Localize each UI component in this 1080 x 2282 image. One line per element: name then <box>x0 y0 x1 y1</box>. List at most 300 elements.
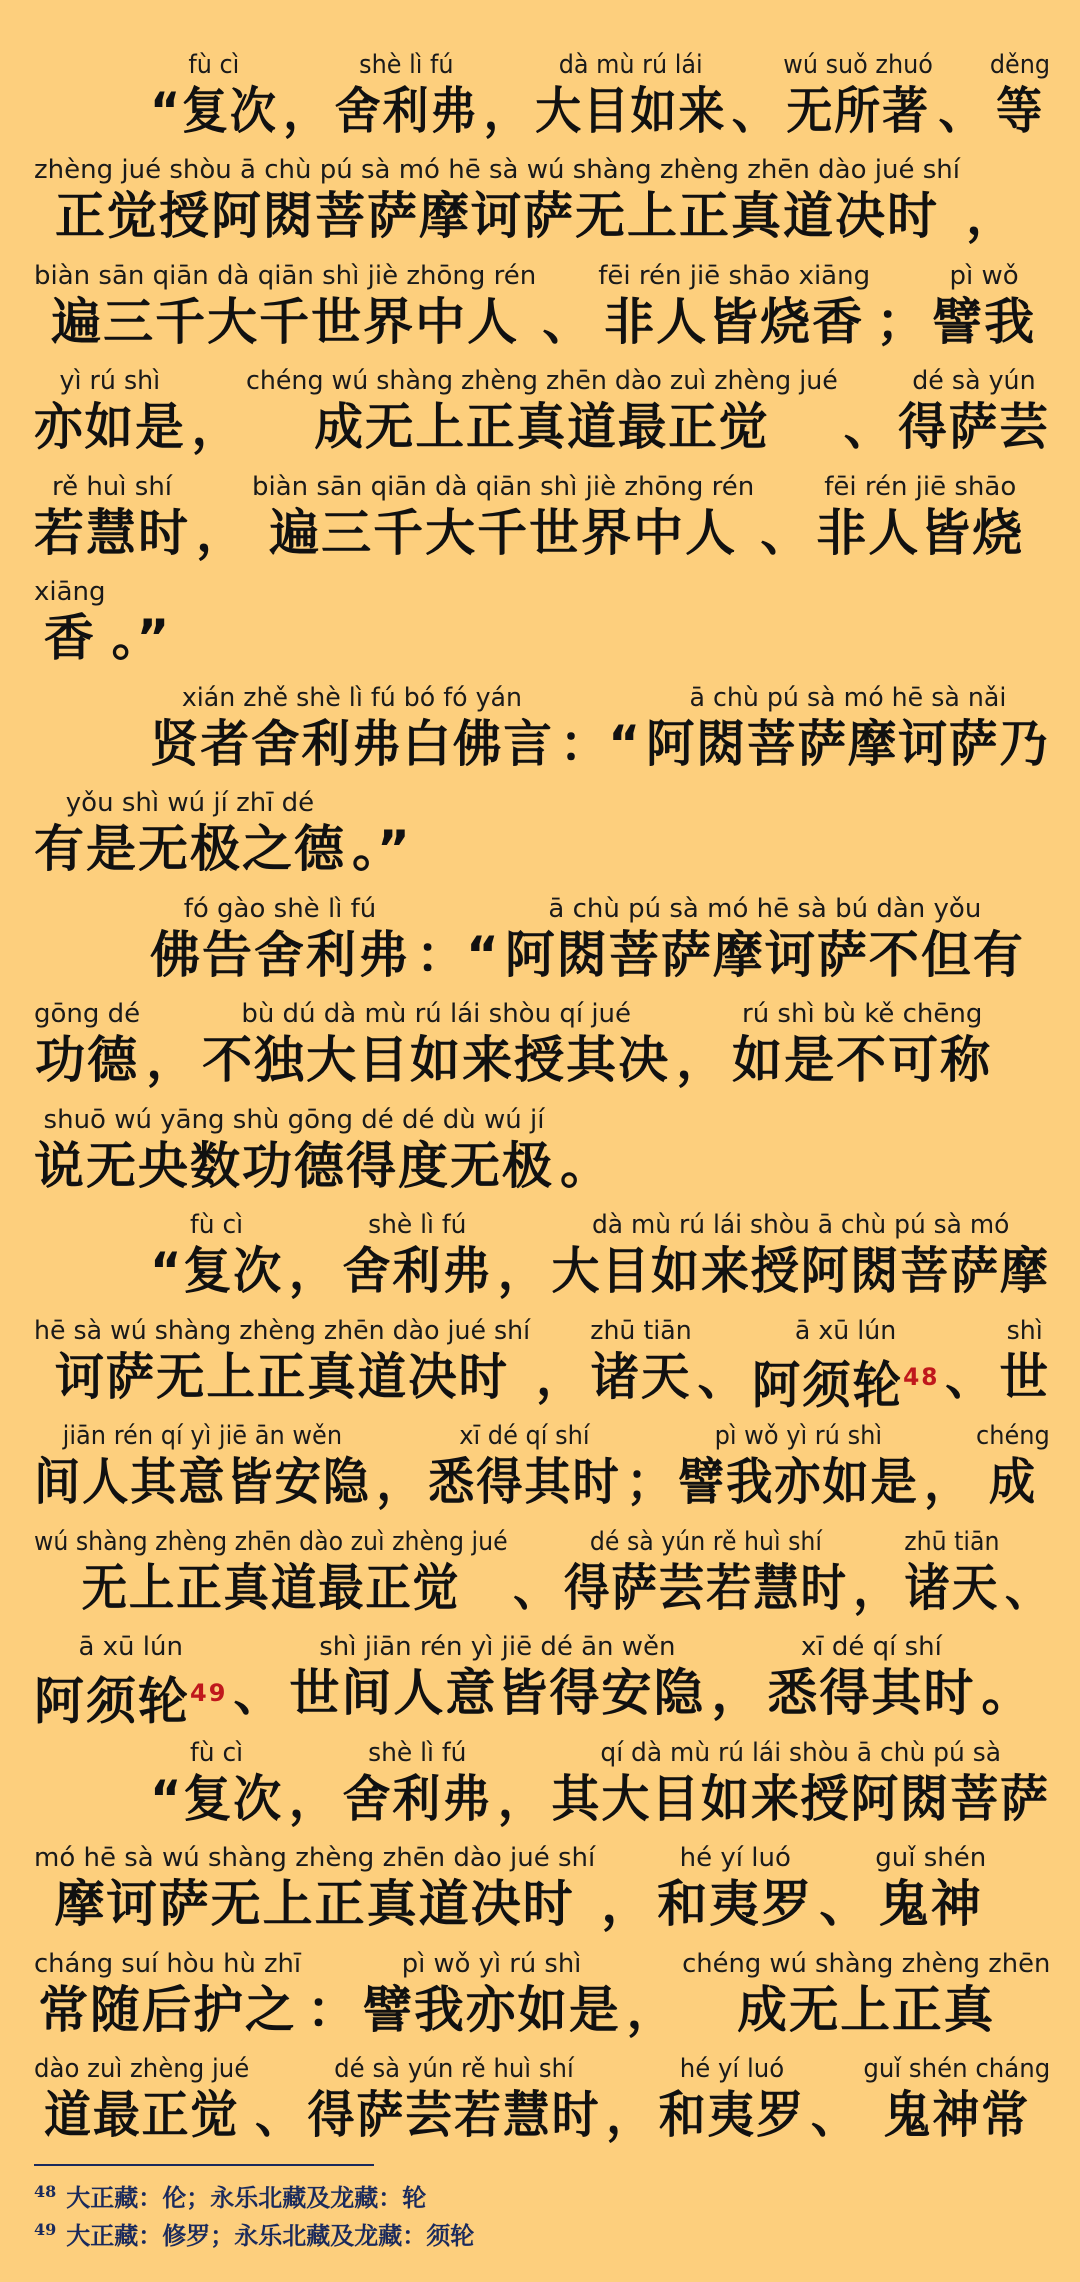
hanzi <box>732 80 778 142</box>
hanzi <box>150 1768 283 1830</box>
punctuation <box>307 1949 357 2041</box>
hanzi-text: ：“ <box>416 925 499 984</box>
word-group <box>363 1949 621 2041</box>
word-group <box>34 1527 508 1619</box>
hanzi <box>269 502 737 564</box>
hanzi <box>966 185 1016 247</box>
hanzi-text: ， <box>497 1769 546 1828</box>
word-group <box>202 999 670 1091</box>
word-group <box>551 1210 1049 1302</box>
hanzi-text: 无所著 <box>786 81 930 140</box>
scripture-page <box>34 36 1050 2146</box>
hanzi-text: 得萨芸若慧时 <box>307 2086 601 2144</box>
word-group <box>535 50 726 142</box>
footnote-48 <box>34 2178 426 2213</box>
hanzi-text: 遍三千大千世界中人 <box>269 503 738 562</box>
text-line <box>34 1935 1051 2041</box>
pinyin: shè lì fú <box>368 1737 467 1768</box>
hanzi-text: ， <box>376 1453 423 1511</box>
word-group <box>659 2054 805 2146</box>
pinyin: pì wǒ yì rú shì <box>401 1948 582 1979</box>
hanzi <box>606 2084 653 2146</box>
hanzi <box>853 1557 898 1619</box>
pinyin: chéng wú shàng zhèng zhēn <box>682 1948 1051 1979</box>
punctuation <box>1005 1527 1050 1619</box>
hanzi-text: 大目如来授阿閦菩萨摩 <box>551 1242 1050 1300</box>
hanzi-text: 得萨芸若慧时 <box>564 1558 848 1617</box>
hanzi-text: 舍利弗 <box>342 1242 493 1300</box>
text-line <box>34 1302 1050 1415</box>
pinyin: dé sà yún rě huì shí <box>589 1526 823 1557</box>
word-group <box>34 261 536 353</box>
punctuation <box>560 683 640 775</box>
punctuation <box>233 1632 283 1724</box>
hanzi-text: 亦如是 <box>34 398 186 456</box>
pinyin: shè lì fú <box>368 1210 467 1240</box>
hanzi-text: 成无上正真道最正觉 <box>314 398 770 456</box>
pinyin: biàn sān qiān dà qiān shì jiè zhōng rén <box>252 471 755 502</box>
punctuation <box>352 788 410 880</box>
word-group <box>34 1632 228 1731</box>
hanzi <box>646 713 1050 775</box>
punctuation <box>924 1421 970 1513</box>
punctuation <box>196 472 246 564</box>
text-line <box>39 1197 1050 1303</box>
text-line <box>39 1724 1050 1830</box>
punctuation <box>938 50 984 142</box>
pinyin: rú shì bù kě chēng <box>742 999 983 1029</box>
word-group <box>898 366 1050 458</box>
hanzi <box>786 80 929 142</box>
text-line <box>37 669 1050 775</box>
word-group <box>252 472 754 564</box>
hanzi-text: ， <box>288 1769 337 1828</box>
footnote-number: 48 <box>34 2182 57 2201</box>
text-line <box>34 1830 1050 1936</box>
pinyin: guǐ shén <box>875 1843 987 1873</box>
punctuation <box>484 50 530 142</box>
word-group <box>678 1421 919 1513</box>
hanzi-text: 间人其意皆安隐 <box>34 1453 371 1511</box>
hanzi-text: 非人皆烧 <box>816 503 1025 562</box>
hanzi <box>932 291 1036 353</box>
hanzi <box>34 1451 371 1513</box>
punctuation <box>536 1316 584 1408</box>
punctuation <box>844 366 893 458</box>
hanzi-text: 香 <box>43 609 96 667</box>
pinyin: jiān rén qí yì jiē ān wěn <box>62 1421 343 1451</box>
hanzi <box>905 1557 1000 1619</box>
pinyin: mó hē sà wú shàng zhèng zhēn dào jué shí <box>34 1843 596 1873</box>
hanzi <box>551 1240 1049 1302</box>
hanzi-text: “复次 <box>150 1242 284 1300</box>
hanzi-text: “复次 <box>150 81 278 140</box>
punctuation <box>876 261 926 353</box>
hanzi <box>289 1240 337 1302</box>
hanzi <box>767 1662 975 1724</box>
word-group <box>682 1949 1050 2041</box>
hanzi <box>112 607 170 669</box>
hanzi <box>34 502 190 564</box>
pinyin: fēi rén jiē shāo xiāng <box>598 260 871 291</box>
pinyin: hé yí luó <box>679 1843 791 1873</box>
hanzi-text: ； <box>876 292 927 351</box>
text-line <box>34 775 1050 881</box>
hanzi-text: 道最正觉 <box>43 2086 240 2144</box>
word-group <box>999 1316 1049 1408</box>
pinyin: chéng wú shàng zhèng zhēn dào zuì zhèng jué <box>245 366 838 396</box>
footnote-text: 大正藏：修罗；永乐北藏及龙藏：须轮 <box>66 2221 475 2250</box>
pinyin: dà mù rú lái shòu ā chù pú sà mó <box>591 1210 1010 1240</box>
hanzi-text: 、 <box>760 503 811 562</box>
punctuation <box>945 1316 993 1408</box>
pinyin: hē sà wú shàng zhèng zhēn dào jué shí <box>34 1315 531 1346</box>
hanzi-text: 。 <box>560 1136 610 1195</box>
hanzi <box>542 291 592 353</box>
punctuation <box>732 50 778 142</box>
hanzi-text: 阿閦菩萨摩诃萨不但有 <box>504 925 1025 984</box>
hanzi <box>343 1768 493 1830</box>
hanzi <box>657 1873 813 1935</box>
word-group <box>863 2054 1050 2146</box>
pinyin: xī dé qí shí <box>800 1632 942 1662</box>
hanzi-text: ， <box>601 1875 652 1933</box>
text-line <box>34 353 1050 459</box>
hanzi <box>202 1029 670 1091</box>
word-group <box>590 1316 692 1408</box>
hanzi-text: ， <box>196 503 246 562</box>
hanzi <box>698 1346 746 1408</box>
word-group <box>816 472 1024 564</box>
hanzi <box>884 2084 1030 2146</box>
word-group <box>150 1738 283 1830</box>
pinyin: wú shàng zhèng zhēn dào zuì zhèng jué <box>34 1526 508 1557</box>
hanzi-text: 舍利弗 <box>334 81 479 140</box>
hanzi-text: 和夷罗 <box>657 1875 814 1933</box>
hanzi <box>626 1451 672 1513</box>
hanzi <box>844 396 893 458</box>
word-group <box>34 1105 554 1197</box>
hanzi-text: 。” <box>352 820 410 878</box>
word-group <box>34 472 190 564</box>
pinyin: fù cì <box>189 1737 244 1768</box>
pinyin: pì wǒ <box>949 260 1019 291</box>
pinyin: zhū tiān <box>904 1526 1000 1557</box>
hanzi-text: 若慧时 <box>34 503 190 562</box>
pinyin: xī dé qí shí <box>459 1421 590 1451</box>
punctuation <box>711 1632 761 1724</box>
hanzi-text: “复次 <box>150 1769 284 1828</box>
hanzi <box>560 1135 610 1197</box>
hanzi-text: 、 <box>938 81 985 140</box>
hanzi-text: 和夷罗 <box>658 2086 806 2144</box>
word-group <box>34 1843 595 1935</box>
punctuation <box>819 1843 869 1935</box>
hanzi-text: 说无央数功德得度无极 <box>34 1136 554 1195</box>
hanzi <box>816 502 1024 564</box>
pinyin: xiāng <box>34 577 106 607</box>
hanzi <box>1005 1557 1050 1619</box>
punctuation <box>853 1527 898 1619</box>
word-group <box>335 50 478 142</box>
word-group <box>990 50 1050 142</box>
punctuation <box>760 472 810 564</box>
word-group <box>34 2054 249 2146</box>
hanzi-text: 、 <box>945 1347 994 1406</box>
word-group <box>976 1421 1050 1513</box>
hanzi <box>604 291 864 353</box>
hanzi-text: 悉得其时 <box>428 1453 621 1511</box>
hanzi-text: 、 <box>819 1875 870 1933</box>
hanzi <box>82 1557 460 1619</box>
hanzi <box>428 1451 620 1513</box>
word-group <box>904 1527 999 1619</box>
hanzi-text: 大目如来 <box>535 81 727 140</box>
hanzi-text: 成无上正真 <box>737 1980 996 2039</box>
pinyin: guǐ shén cháng <box>863 2054 1051 2084</box>
hanzi <box>150 80 278 142</box>
pinyin: chéng <box>975 1421 1050 1451</box>
pinyin: wú suǒ zhuó <box>783 49 933 80</box>
hanzi-text: ， <box>497 1242 546 1300</box>
word-group <box>34 366 186 458</box>
word-group <box>289 1632 705 1724</box>
hanzi-text: 鬼神常 <box>883 2086 1031 2144</box>
hanzi <box>505 924 1025 986</box>
hanzi <box>498 1240 546 1302</box>
hanzi-text: 遍三千大千世界中人 <box>51 292 520 351</box>
hanzi <box>560 713 640 775</box>
pinyin: gōng dé <box>34 999 141 1029</box>
hanzi-text: 无上正真道最正觉 <box>81 1558 461 1617</box>
hanzi <box>314 396 769 458</box>
hanzi-text: 阿閦菩萨摩诃萨乃 <box>645 714 1050 773</box>
hanzi-text: 、 <box>513 1558 559 1617</box>
hanzi <box>283 80 329 142</box>
hanzi-text: 世间人意皆得安隐 <box>289 1664 706 1722</box>
hanzi <box>898 396 1050 458</box>
word-group <box>657 1843 813 1935</box>
hanzi-text: 有是无极之德 <box>34 820 346 878</box>
text-line <box>34 247 1050 353</box>
text-line <box>34 1619 1050 1731</box>
hanzi-text: 、 <box>542 292 593 351</box>
pinyin: xián zhě shè lì fú bó fó yán <box>181 682 523 713</box>
word-group <box>428 1421 620 1513</box>
hanzi <box>192 396 241 458</box>
punctuation <box>513 1527 558 1619</box>
hanzi-text: 诸天 <box>590 1347 692 1406</box>
hanzi-text: ， <box>283 81 330 140</box>
hanzi-text: 世 <box>999 1347 1050 1406</box>
hanzi-text: 阿须轮 <box>751 1356 904 1415</box>
pinyin: ā xū lún <box>78 1632 183 1662</box>
pinyin: ā chù pú sà mó hē sà bú dàn yǒu <box>548 893 982 924</box>
hanzi <box>35 1029 139 1091</box>
hanzi <box>751 1346 940 1415</box>
hanzi <box>938 80 984 142</box>
pinyin: pì wǒ yì rú shì <box>714 1421 883 1451</box>
hanzi-text: ： <box>307 1980 357 2039</box>
hanzi <box>999 1346 1049 1408</box>
pinyin: shuō wú yāng shù gōng dé dé dù wú jí <box>43 1104 545 1135</box>
footnote-number: 49 <box>34 2220 57 2239</box>
pinyin: bù dú dà mù rú lái shòu qí jué <box>241 999 632 1029</box>
hanzi-text: 贤者舍利弗白佛言 <box>150 714 554 773</box>
word-group <box>783 50 933 142</box>
hanzi <box>564 1557 848 1619</box>
hanzi <box>989 1451 1037 1513</box>
hanzi <box>150 1240 283 1302</box>
hanzi <box>760 502 810 564</box>
hanzi-text: ， <box>626 1980 677 2039</box>
hanzi <box>343 1240 493 1302</box>
word-group <box>732 999 992 1091</box>
hanzi <box>627 1979 677 2041</box>
hanzi-text: ， <box>711 1664 762 1722</box>
pinyin: qí dà mù rú lái shòu ā chù pú sà <box>600 1737 1001 1768</box>
hanzi-text: 、 <box>697 1347 747 1406</box>
footnote-marker: 49 <box>190 1679 228 1707</box>
hanzi <box>44 2084 239 2146</box>
pinyin: zhū tiān <box>590 1315 692 1346</box>
hanzi-text: ：“ <box>559 714 641 773</box>
punctuation <box>416 894 499 986</box>
hanzi <box>363 1979 621 2041</box>
word-group <box>564 1527 848 1619</box>
hanzi-text: 悉得其时 <box>767 1664 976 1722</box>
word-group <box>34 788 346 880</box>
hanzi <box>39 1979 297 2041</box>
hanzi <box>289 1768 337 1830</box>
pinyin: biàn sān qiān dà qiān shì jiè zhōng rén <box>34 260 537 291</box>
hanzi <box>676 1029 726 1091</box>
hanzi <box>659 2084 805 2146</box>
hanzi-text: 如是不可称 <box>732 1031 993 1089</box>
punctuation <box>112 577 170 669</box>
pinyin: ā chù pú sà mó hē sà nǎi <box>689 682 1007 713</box>
text-line <box>34 1408 1050 1514</box>
hanzi-text: 阿须轮 <box>34 1672 190 1731</box>
punctuation <box>146 999 196 1091</box>
hanzi <box>307 1979 357 2041</box>
word-group <box>875 1843 986 1935</box>
hanzi <box>996 80 1044 142</box>
hanzi-text: ， <box>965 187 1016 245</box>
pinyin: shì jiān rén yì jiē dé ān wěn <box>319 1632 676 1662</box>
pinyin: fó gào shè lì fú <box>183 893 377 924</box>
hanzi <box>737 1979 995 2041</box>
pinyin: ā xū lún <box>794 1315 897 1346</box>
hanzi-text: 正觉授阿閦菩萨摩诃萨无上正真道决时 <box>54 187 939 245</box>
hanzi-text: 常随后护之 <box>38 1980 297 2039</box>
punctuation <box>289 1210 337 1302</box>
hanzi-text: ， <box>853 1558 899 1617</box>
hanzi <box>535 80 726 142</box>
punctuation <box>498 1738 546 1830</box>
hanzi-text: ， <box>676 1031 727 1089</box>
hanzi-text: 、 <box>843 398 893 456</box>
hanzi <box>416 924 499 986</box>
pinyin: zhèng jué shòu ā chù pú sà mó hē sà wú shàng zhèng zhēn dào jué shí <box>34 155 960 185</box>
hanzi-text: 其大目如来授阿閦菩萨 <box>551 1769 1050 1828</box>
hanzi-text: 等 <box>996 81 1044 140</box>
hanzi <box>51 291 519 353</box>
hanzi <box>924 1451 970 1513</box>
text-line <box>34 458 1050 564</box>
word-group <box>751 1315 940 1415</box>
hanzi-text: ， <box>288 1242 337 1300</box>
hanzi <box>484 80 530 142</box>
hanzi-text: 不独大目如来授其决 <box>202 1031 671 1089</box>
hanzi-text: 诸天 <box>904 1558 1000 1617</box>
hanzi <box>255 2084 302 2146</box>
hanzi-text: 譬我 <box>932 292 1037 351</box>
hanzi-text: ， <box>924 1453 971 1511</box>
hanzi <box>233 1662 283 1724</box>
word-group <box>150 894 410 986</box>
hanzi <box>498 1768 546 1830</box>
hanzi <box>308 2084 601 2146</box>
text-line <box>34 1513 1051 1619</box>
pinyin: fēi rén jiē shāo <box>824 471 1017 502</box>
word-group <box>34 1421 371 1513</box>
word-group <box>505 894 1025 986</box>
hanzi <box>34 1662 228 1731</box>
footnote-49 <box>34 2216 474 2251</box>
hanzi-text: 非人皆烧香 <box>604 292 865 351</box>
hanzi-text: 舍利弗 <box>342 1769 493 1828</box>
punctuation <box>676 999 726 1091</box>
text-line <box>34 2041 1051 2147</box>
hanzi <box>150 713 554 775</box>
word-group <box>34 1949 301 2041</box>
punctuation <box>542 261 592 353</box>
pinyin: cháng suí hòu hù zhī <box>34 1948 302 1979</box>
hanzi-text: ； <box>626 1453 673 1511</box>
punctuation <box>560 1105 610 1197</box>
word-group <box>343 1738 493 1830</box>
pinyin: dà mù rú lái <box>558 49 703 80</box>
punctuation <box>255 2054 302 2146</box>
word-group <box>34 1316 530 1408</box>
punctuation <box>289 1738 337 1830</box>
hanzi-text: 鬼神 <box>878 1875 983 1933</box>
hanzi <box>732 1029 992 1091</box>
pinyin: yì rú shì <box>59 366 161 396</box>
word-group <box>343 1210 493 1302</box>
punctuation <box>626 1421 672 1513</box>
pinyin: rě huì shí <box>51 471 173 502</box>
punctuation <box>981 1632 1031 1724</box>
hanzi <box>601 1873 651 1935</box>
hanzi-text: ， <box>535 1347 585 1406</box>
hanzi <box>196 502 246 564</box>
pinyin: dé sà yún <box>912 366 1036 396</box>
word-group <box>932 261 1036 353</box>
hanzi <box>811 2084 858 2146</box>
pinyin: shì <box>1006 1315 1043 1346</box>
hanzi-text: ， <box>191 398 241 456</box>
hanzi-text: 、 <box>1004 1558 1051 1617</box>
pinyin: hé yí luó <box>679 2054 785 2084</box>
hanzi-text: ， <box>606 2086 654 2144</box>
hanzi-text: 、 <box>731 81 778 140</box>
hanzi-text: 、 <box>254 2086 302 2144</box>
punctuation <box>606 2054 653 2146</box>
pinyin: dào zuì zhèng jué <box>34 2054 250 2084</box>
word-group <box>150 683 554 775</box>
